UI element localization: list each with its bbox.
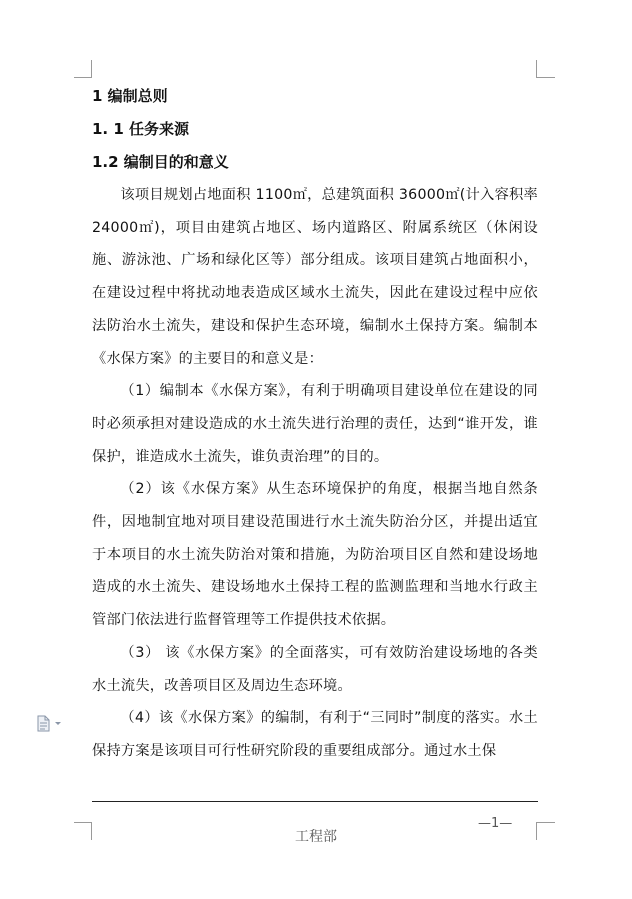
paragraph-item-2: （2）该《水保方案》从生态环境保护的角度，根据当地自然条件，因地制宜地对项目建设范围进行水土流失防治分区，并提出适宜于本项目的水土流失防治对策和措施，为防治项目区自然和建设场地造成的水土流失、建设场地水土保持工程的监测监理和当地水行政主管部门依法进行监督管理等工作提供技术依据。	[92, 481, 538, 629]
paragraph-item-3: （3） 该《水保方案》的全面落实，可有效防治建设场地的各类水土流失，改善项目区及周边生态环境。	[92, 644, 538, 694]
footer-divider	[92, 801, 538, 802]
paragraph-item-1: （1）编制本《水保方案》，有利于明确项目建设单位在建设的同时必须承担对建设造成的水土流失进行治理的责任，达到“谁开发，谁保护，谁造成水土流失，谁负责治理”的目的。	[92, 383, 538, 465]
heading-level-1: 1 编制总则	[92, 87, 168, 105]
document-dropdown-icon[interactable]	[36, 714, 64, 734]
paragraph-item-4: （4）该《水保方案》的编制，有利于“三同时”制度的落实。水土保持方案是该项目可行性研究阶段的重要组成部分。通过水土保	[92, 710, 538, 759]
heading-task-source: 1. 1 任务来源	[92, 120, 190, 138]
heading-purpose: 1.2 编制目的和意义	[92, 153, 229, 171]
footer-department: 工程部	[295, 829, 337, 845]
footer-page-number: —1—	[478, 816, 513, 831]
document-body[interactable]	[92, 80, 538, 768]
paragraph-intro: 该项目规划占地面积 1100㎡，总建筑面积 36000㎡(计入容积率 24000㎡)，项目由建筑占地区、场内道路区、附属系统区（休闲设施、游泳池、广场和绿化区等）部分组成。该项目建筑占地面积小，在建设过程中将扰动地表造成区域水土流失，因此在建设过程中应依法防治水土流失，建设和保护生态环境，编制水土保持方案。编制本《水保方案》的主要目的和意义是：	[92, 187, 538, 367]
